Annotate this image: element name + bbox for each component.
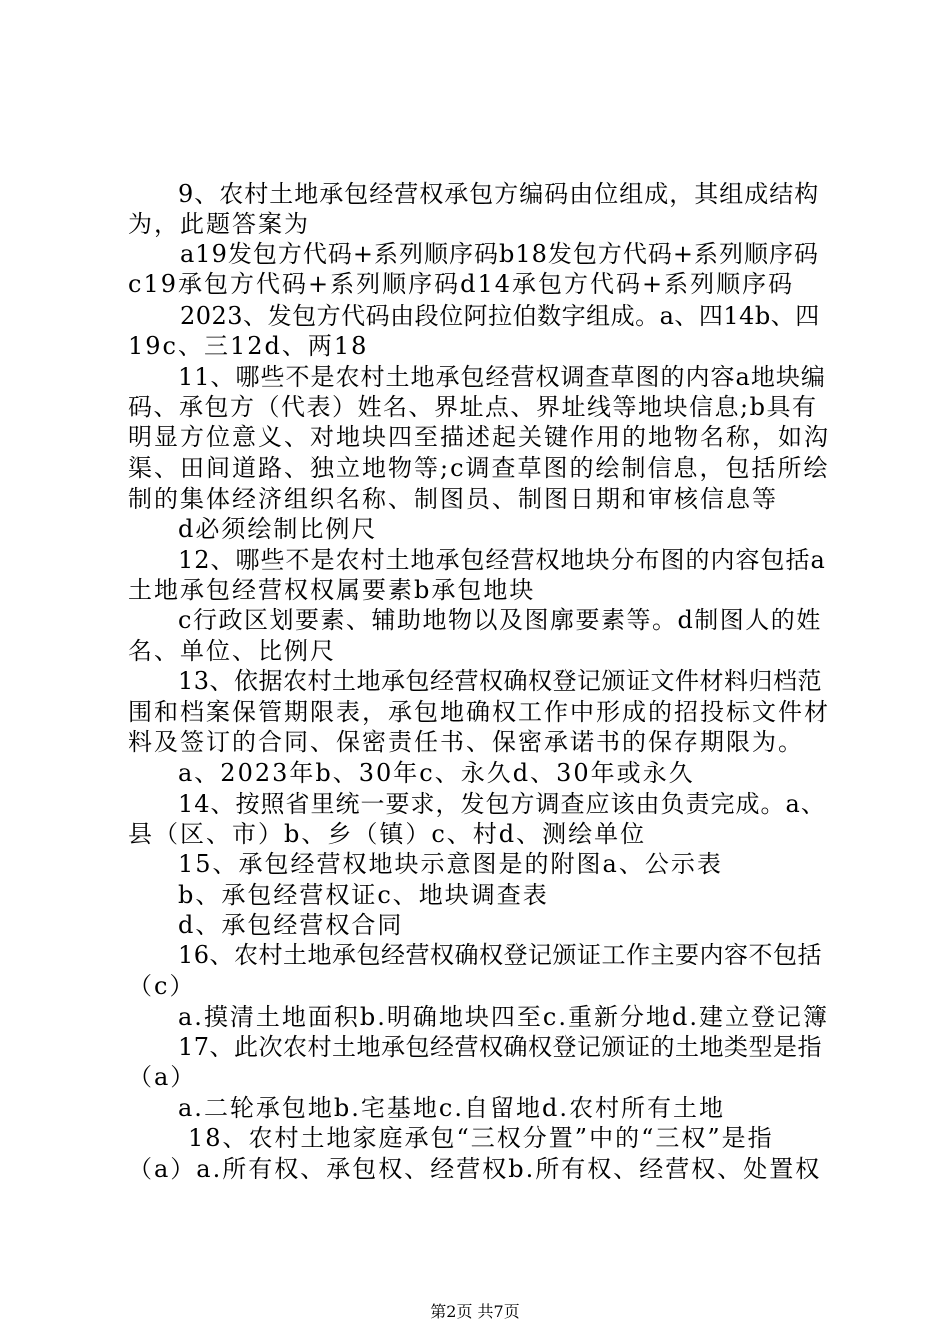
- page-number-footer: 第2页 共7页: [430, 1302, 520, 1321]
- text-line: a.二轮承包地b.宅基地c.自留地d.农村所有土地: [178, 1094, 725, 1122]
- text-line: 11、哪些不是农村土地承包经营权调查草图的内容a地块编: [178, 363, 826, 391]
- text-line: 17、此次农村土地承包经营权确权登记颁证的土地类型是指: [178, 1033, 823, 1061]
- text-line: （a）a.所有权、承包权、经营权b.所有权、经营权、处置权: [128, 1155, 822, 1183]
- text-line: 18、农村土地家庭承包“三权分置”中的“三权”是指: [188, 1124, 774, 1152]
- text-line: 县（区、市）b、乡（镇）c、村d、测绘单位: [128, 820, 647, 848]
- text-line: 2023、发包方代码由段位阿拉伯数字组成。a、四14b、四: [180, 302, 820, 330]
- text-line: 15、承包经营权地块示意图是的附图a、公示表: [178, 850, 723, 878]
- text-line: 19c、三12d、两18: [128, 332, 369, 360]
- text-line: （c）: [128, 972, 196, 1000]
- text-line: b、承包经营权证c、地块调查表: [178, 881, 549, 909]
- text-line: a19发包方代码+系列顺序码b18发包方代码+系列顺序码: [180, 240, 819, 268]
- text-line: 为，此题答案为: [128, 210, 310, 238]
- text-line: 14、按照省里统一要求，发包方调查应该由负责完成。a、: [178, 790, 826, 818]
- text-line: 码、承包方（代表）姓名、界址点、界址线等地块信息;b具有: [128, 393, 818, 421]
- text-line: 12、哪些不是农村土地承包经营权地块分布图的内容包括a: [178, 546, 826, 574]
- text-line: （a）: [128, 1063, 197, 1091]
- text-line: 料及签订的合同、保密责任书、保密承诺书的保存期限为。: [128, 728, 804, 756]
- text-line: 明显方位意义、对地块四至描述起关键作用的地物名称，如沟: [128, 423, 830, 451]
- text-line: 16、农村土地承包经营权确权登记颁证工作主要内容不包括: [178, 941, 823, 969]
- text-line: c行政区划要素、辅助地物以及图廓要素等。d制图人的姓: [178, 606, 822, 634]
- text-line: 名、单位、比例尺: [128, 637, 336, 665]
- text-line: 围和档案保管期限表，承包地确权工作中形成的招投标文件材: [128, 698, 830, 726]
- text-line: 渠、田间道路、独立地物等;c调查草图的绘制信息，包括所绘: [128, 454, 830, 482]
- text-line: a.摸清土地面积b.明确地块四至c.重新分地d.建立登记簿: [178, 1003, 829, 1031]
- text-line: 土地承包经营权权属要素b承包地块: [128, 576, 536, 604]
- text-line: a、2023年b、30年c、永久d、30年或永久: [178, 759, 695, 787]
- text-line: 9、农村土地承包经营权承包方编码由位组成，其组成结构: [178, 180, 820, 208]
- text-line: 13、依据农村土地承包经营权确权登记颁证文件材料归档范: [178, 667, 823, 695]
- text-line: c19承包方代码+系列顺序码d14承包方代码+系列顺序码: [128, 270, 795, 298]
- text-line: d必须绘制比例尺: [178, 515, 378, 543]
- text-line: 制的集体经济组织名称、制图员、制图日期和审核信息等: [128, 485, 778, 513]
- text-line: d、承包经营权合同: [178, 911, 404, 939]
